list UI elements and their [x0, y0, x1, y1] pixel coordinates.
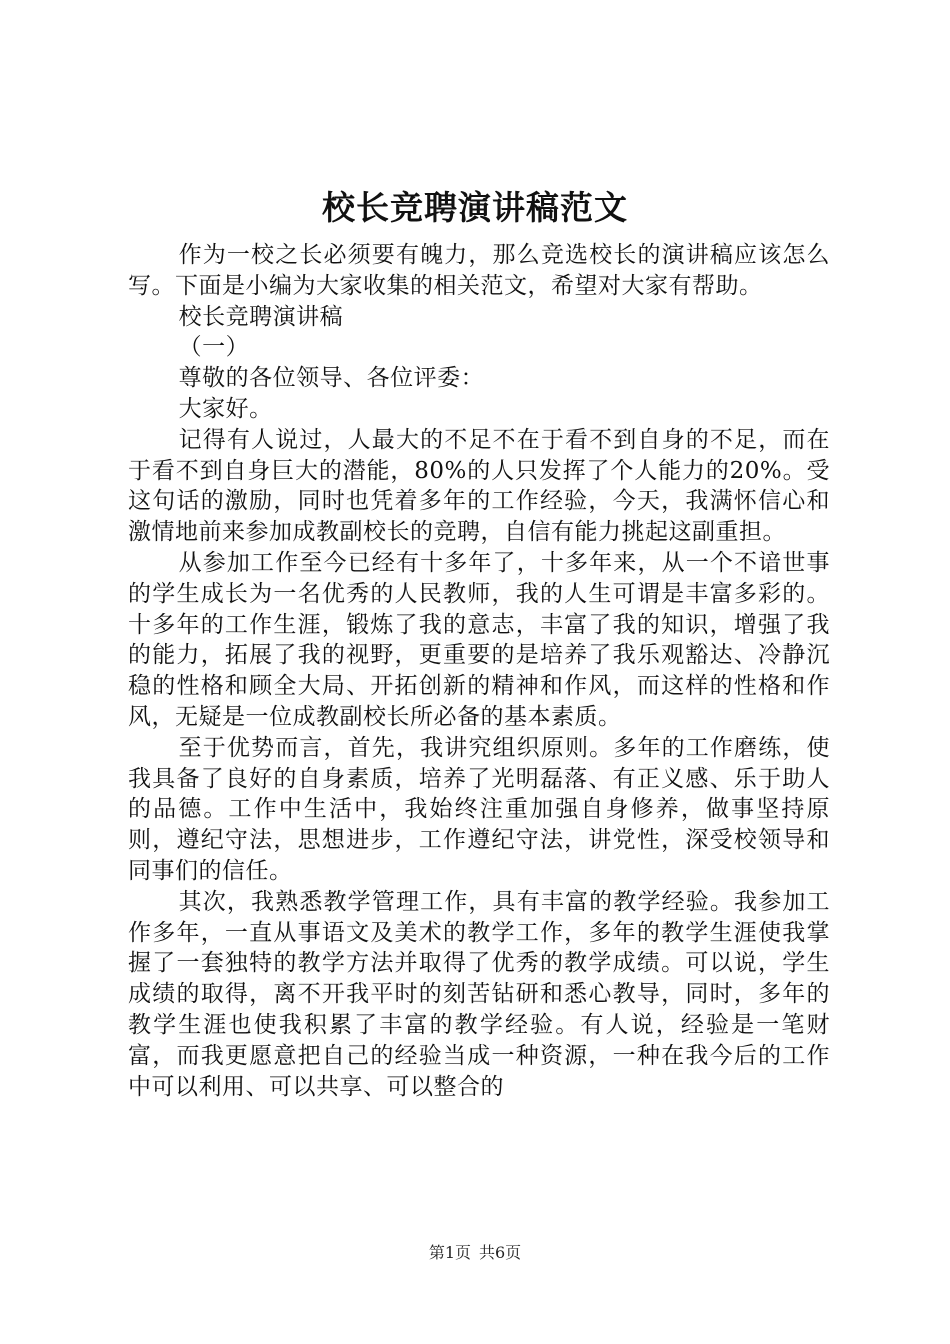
page-number: 第1页 [428, 1243, 471, 1262]
paragraph-greeting: 大家好。 [178, 395, 273, 422]
paragraph-body-1: 记得有人说过，人最大的不足不在于看不到自身的不足，而在于看不到自身巨大的潜能，80%的人只发挥了个人能力的20%。受这句话的激励，同时也凭着多年的工作经验，今天，我满怀信心和激情地前来参加成教副校长的竞聘，自信有能力挑起这副重担。 [128, 426, 830, 546]
paragraph-body-3: 至于优势而言，首先，我讲究组织原则。多年的工作磨练，使我具备了良好的自身素质，培养了光明磊落、有正义感、乐于助人的品德。工作中生活中，我始终注重加强自身修养，做事坚持原则，遵纪守法，思想进步，工作遵纪守法，讲党性，深受校领导和同事们的信任。 [128, 734, 830, 884]
paragraph-subtitle: 校长竞聘演讲稿 [178, 303, 344, 330]
paragraph-body-4: 其次，我熟悉教学管理工作，具有丰富的教学经验。我参加工作多年，一直从事语文及美术的教学工作，多年的教学生涯使我掌握了一套独特的教学方法并取得了优秀的教学成绩。可以说，学生成绩的取得，离不开我平时的刻苦钻研和悉心教导，同时，多年的教学生涯也使我积累了丰富的教学经验。有人说，经验是一笔财富，而我更愿意把自己的经验当成一种资源，一种在我今后的工作中可以利用、可以共享、可以整合的 [128, 888, 830, 1100]
paragraph-body-2: 从参加工作至今已经有十多年了，十多年来，从一个不谙世事的学生成长为一名优秀的人民教师，我的人生可谓是丰富多彩的。十多年的工作生涯，锻炼了我的意志，丰富了我的知识，增强了我的能力，拓展了我的视野，更重要的是培养了我乐观豁达、冷静沉稳的性格和顾全大局、开拓创新的精神和作风，而这样的性格和作风，无疑是一位成教副校长所必备的基本素质。 [128, 549, 830, 730]
paragraph-salutation: 尊敬的各位领导、各位评委： [178, 365, 485, 392]
page-total: 共6页 [479, 1243, 522, 1262]
page-footer [0, 1242, 950, 1264]
paragraph-intro: 作为一校之长必须要有魄力，那么竞选校长的演讲稿应该怎么写。下面是小编为大家收集的相关范文，希望对大家有帮助。 [128, 242, 830, 299]
document-title: 校长竞聘演讲稿范文 [322, 188, 628, 227]
document-body [128, 240, 830, 1102]
paragraph-section-number: （一） [178, 334, 250, 361]
